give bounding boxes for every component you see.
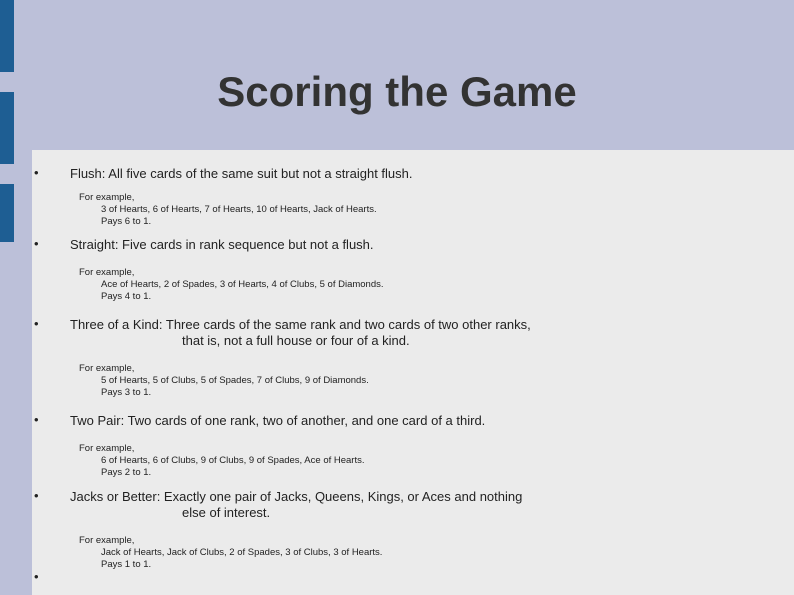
bullet-desc: : Exactly one pair of Jacks, Queens, Kings, or Aces and nothing [156,489,523,504]
content-panel [32,150,794,595]
example-three-of-a-kind [79,363,369,399]
example-hand: Ace of Hearts, 2 of Spades, 3 of Hearts, 4 of Clubs, 5 of Diamonds. [101,279,384,290]
accent-bar [0,0,14,72]
bullet-term: Straight [70,237,115,252]
bullet-continuation: that is, not a full house or four of a kind. [182,333,410,348]
example-jacks-or-better [79,535,382,571]
page-title: Scoring the Game [217,68,577,115]
example-flush [79,192,377,228]
example-straight [79,267,384,303]
bullet-term: Two Pair [70,413,121,428]
example-intro: For example, [79,267,135,278]
bullet-term: Flush [70,166,102,181]
bullet-term: Jacks or Better [70,489,157,504]
example-hand: 6 of Hearts, 6 of Clubs, 9 of Clubs, 9 of Spades, Ace of Hearts. [101,455,365,466]
example-intro: For example, [79,363,135,374]
bullet-term: Three of a Kind [70,317,159,332]
bullet-desc: : Five cards in rank sequence but not a flush. [114,237,374,252]
example-intro: For example, [79,535,135,546]
bullet-desc: : Three cards of the same rank and two cards of two other ranks, [158,317,531,332]
example-pays: Pays 6 to 1. [101,216,152,227]
bullet-desc: : Two cards of one rank, two of another, and one card of a third. [120,413,486,428]
example-intro: For example, [79,443,135,454]
example-two-pair [79,443,365,479]
example-intro: For example, [79,192,135,203]
example-pays: Pays 4 to 1. [101,291,152,302]
bullet-dot: • [34,569,39,584]
bullet-dot: • [34,165,39,180]
example-hand: 5 of Hearts, 5 of Clubs, 5 of Spades, 7 of Clubs, 9 of Diamonds. [101,375,369,386]
bullet-dot: • [34,488,39,503]
example-pays: Pays 3 to 1. [101,387,152,398]
bullet-dot: • [34,412,39,427]
example-hand: Jack of Hearts, Jack of Clubs, 2 of Spades, 3 of Clubs, 3 of Hearts. [101,547,383,558]
example-hand: 3 of Hearts, 6 of Hearts, 7 of Hearts, 10 of Hearts, Jack of Hearts. [101,204,377,215]
bullet-dot: • [34,316,39,331]
bullet-continuation: else of interest. [182,505,271,520]
bullet-dot: • [34,236,39,251]
accent-bar [0,184,14,242]
example-pays: Pays 1 to 1. [101,559,152,570]
bullet-desc: : All five cards of the same suit but not a straight flush. [101,166,413,181]
example-pays: Pays 2 to 1. [101,467,152,478]
